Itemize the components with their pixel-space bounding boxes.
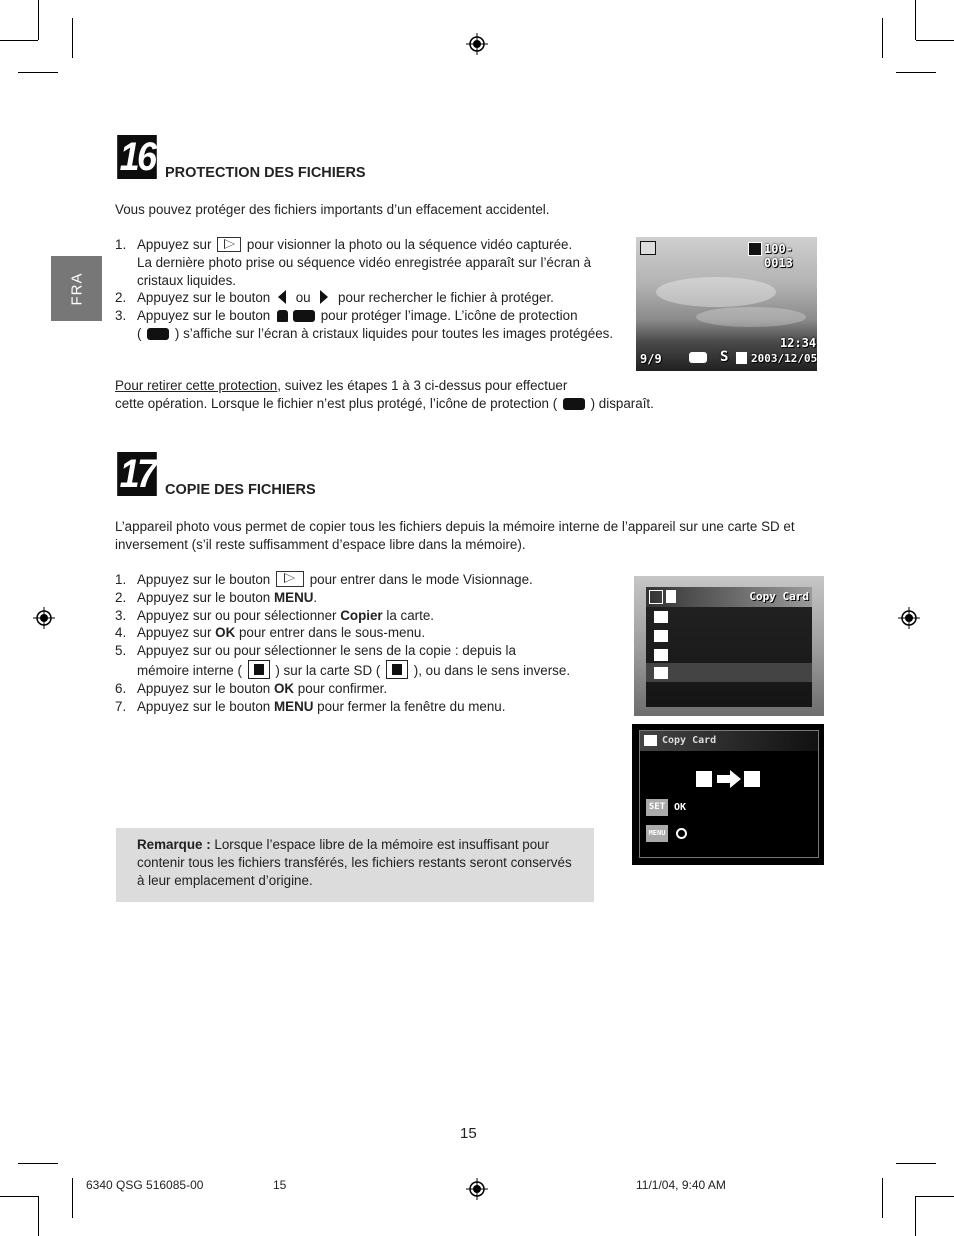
- protect-key-icon: [563, 398, 585, 410]
- copy-card-screen: [632, 724, 824, 865]
- crop-mark: [896, 72, 936, 73]
- step-text: la carte.: [382, 607, 434, 623]
- footer-timestamp: 11/1/04, 9:40 AM: [636, 1178, 726, 1192]
- crop-mark: [0, 40, 38, 41]
- play-button-icon: [217, 237, 241, 252]
- language-tab: [51, 256, 102, 321]
- body-text: cette opération. Lorsque le fichier n’est plus protégé, l’icône de protection (: [115, 395, 561, 411]
- step-text-bold: MENU: [273, 698, 314, 714]
- set-button[interactable]: SET: [646, 799, 668, 816]
- step-number: 5.: [115, 643, 127, 659]
- registration-mark-icon: [466, 33, 488, 55]
- sd-card-icon: [744, 771, 760, 787]
- lcd-time: 12:34: [780, 336, 817, 350]
- crop-mark: [0, 1196, 38, 1197]
- section-title: COPIE DES FICHIERS: [165, 482, 316, 498]
- step-text: Appuyez sur le bouton: [137, 308, 274, 324]
- section-intro: Vous pouvez protéger des fichiers importants d’un effacement accidentel.: [115, 202, 550, 217]
- step-text: ), ou dans le sens inverse.: [410, 662, 571, 678]
- menu-panel: [646, 587, 812, 707]
- list-item: [115, 289, 635, 307]
- step-text: Appuyez sur le bouton: [137, 698, 274, 714]
- section-intro: L’appareil photo vous permet de copier tous les fichiers depuis la mémoire interne de l’appareil sur une carte SD et inversement (s’il reste suffisamment d’espace libre dans la mémoire).: [115, 519, 795, 552]
- note-text: [137, 836, 582, 889]
- step-number: 4.: [115, 625, 127, 641]
- steps-list: [115, 236, 635, 343]
- lcd-size: S: [720, 349, 729, 365]
- list-item: [115, 698, 615, 716]
- internal-memory-icon: [248, 660, 270, 679]
- protect-key-icon: [147, 328, 169, 340]
- step-number: 2.: [115, 290, 127, 306]
- step-number: 6.: [115, 680, 127, 696]
- right-arrow-icon: [320, 290, 328, 304]
- crop-mark: [882, 1178, 883, 1218]
- footer-page: 15: [273, 1178, 287, 1192]
- crop-mark: [916, 40, 954, 41]
- step-text: Appuyez sur le bouton: [137, 589, 274, 605]
- menu-tab-icon: [666, 590, 676, 603]
- step-number: 1.: [115, 572, 127, 587]
- crop-mark: [18, 1163, 58, 1164]
- step-text: pour visionner la photo ou la séquence vidéo capturée.: [243, 237, 573, 252]
- list-item: [115, 571, 615, 589]
- crop-mark: [896, 1163, 936, 1164]
- camera-menu-screen: [634, 576, 824, 716]
- protect-key-icon: [293, 310, 315, 322]
- step-text: pour confirmer.: [294, 680, 388, 696]
- slideshow-menu-icon: [654, 630, 668, 642]
- registration-mark-icon: [898, 607, 920, 629]
- protect-key-icon: [689, 352, 707, 363]
- memory-icon: [748, 242, 762, 256]
- internal-memory-icon: [696, 771, 712, 787]
- delete-menu-icon: [654, 611, 668, 623]
- list-item: [115, 680, 615, 698]
- lcd-counter: 9/9: [640, 352, 662, 366]
- step-text: pour protéger l’image. L’icône de protection: [316, 308, 578, 324]
- step-text-bold: OK: [273, 680, 295, 696]
- section-number: 16: [117, 135, 157, 179]
- crop-mark: [882, 18, 883, 58]
- copy-card-title: Copy Card: [662, 735, 717, 746]
- step-text: pour fermer la fenêtre du menu.: [313, 698, 506, 714]
- copy-menu-icon: [654, 667, 668, 679]
- registration-mark-icon: [466, 1178, 488, 1200]
- page-number: 15: [460, 1125, 477, 1142]
- list-item: [115, 307, 635, 343]
- play-button-icon: [276, 571, 304, 587]
- step-number: 3.: [115, 308, 127, 324]
- memory-icon: [736, 352, 747, 364]
- step-number: 1.: [115, 237, 127, 252]
- crop-mark: [38, 1196, 39, 1236]
- ok-label: OK: [674, 802, 687, 813]
- camera-playback-screen: [636, 237, 817, 371]
- step-text: Appuyez sur: [137, 237, 216, 252]
- crop-mark: [72, 1178, 73, 1218]
- steps-list: [115, 571, 615, 715]
- crop-mark: [72, 18, 73, 58]
- language-tab-label: FRA: [68, 272, 85, 305]
- step-text: mémoire interne (: [137, 662, 246, 678]
- dpof-menu-icon: [654, 649, 668, 661]
- remove-protection-text: [115, 377, 735, 413]
- list-item: [115, 607, 615, 625]
- crop-mark: [916, 1196, 954, 1197]
- step-text-bold: OK: [215, 625, 236, 641]
- section-number: 17: [117, 452, 157, 496]
- folder-number: 100-0013: [764, 242, 793, 270]
- playback-mode-icon: [640, 241, 656, 255]
- copy-card-title-bar: [640, 731, 818, 751]
- step-text: ou: [291, 290, 315, 306]
- back-icon: [676, 828, 687, 839]
- step-text: Appuyez sur le bouton: [137, 290, 274, 306]
- step-number: 3.: [115, 607, 127, 623]
- crop-mark: [18, 72, 58, 73]
- list-item: [115, 624, 615, 642]
- body-text: ) disparaît.: [586, 395, 654, 411]
- copy-icon: [644, 735, 657, 746]
- note-label: Remarque :: [137, 837, 211, 852]
- menu-button[interactable]: MENU: [646, 825, 668, 842]
- step-text: Appuyez sur le bouton: [137, 680, 274, 696]
- lcd-date: 2003/12/05: [751, 352, 817, 365]
- footer-doc-id: 6340 QSG 516085-00: [86, 1178, 204, 1192]
- menu-title-bar: [646, 587, 812, 607]
- menu-item-copy-selected[interactable]: [646, 663, 812, 682]
- playback-mode-icon: [649, 590, 663, 604]
- step-text: pour rechercher le fichier à protéger.: [334, 290, 554, 306]
- step-text: La dernière photo prise ou séquence vidéo enregistrée apparaît sur l’écran à cristaux liquides.: [137, 254, 592, 288]
- step-number: 7.: [115, 698, 127, 714]
- menu-title: Copy Card: [749, 590, 809, 603]
- crop-mark: [915, 0, 916, 40]
- trash-icon: [277, 310, 288, 322]
- section-title: PROTECTION DES FICHIERS: [165, 165, 366, 181]
- list-item: [115, 642, 615, 680]
- step-text: pour entrer dans le mode Visionnage.: [305, 572, 533, 587]
- note-box: [116, 828, 594, 902]
- remove-protection-link: Pour retirer cette protection: [115, 378, 278, 393]
- note-body: Lorsque l’espace libre de la mémoire est insuffisant pour contenir tous les fichiers transférés, les fichiers restants seront conservés à leur emplacement d’origine.: [137, 837, 572, 888]
- step-text: pour entrer dans le sous-menu.: [235, 625, 426, 641]
- step-text: ) sur la carte SD (: [271, 662, 385, 678]
- step-text: Appuyez sur le bouton: [137, 572, 274, 587]
- step-number: 2.: [115, 589, 127, 605]
- step-text-bold: Copier: [340, 607, 383, 623]
- crop-mark: [915, 1196, 916, 1236]
- step-text: ) s’affiche sur l’écran à cristaux liquides pour toutes les images protégées.: [171, 325, 614, 341]
- left-arrow-icon: [278, 290, 286, 304]
- step-text: (: [137, 325, 146, 341]
- step-text: Appuyez sur: [137, 625, 216, 641]
- step-text: Appuyez sur ou pour sélectionner: [137, 607, 341, 623]
- body-text: , suivez les étapes 1 à 3 ci-dessus pour effectuer: [277, 378, 568, 393]
- arrow-right-icon: [717, 770, 741, 788]
- step-text: Appuyez sur ou pour sélectionner le sens de la copie : depuis la: [137, 643, 516, 659]
- registration-mark-icon: [33, 607, 55, 629]
- list-item: [115, 589, 615, 607]
- list-item: [115, 236, 635, 289]
- sd-card-icon: [386, 660, 408, 679]
- step-text-bold: MENU: [273, 589, 314, 605]
- crop-mark: [38, 0, 39, 40]
- step-text: .: [313, 589, 318, 605]
